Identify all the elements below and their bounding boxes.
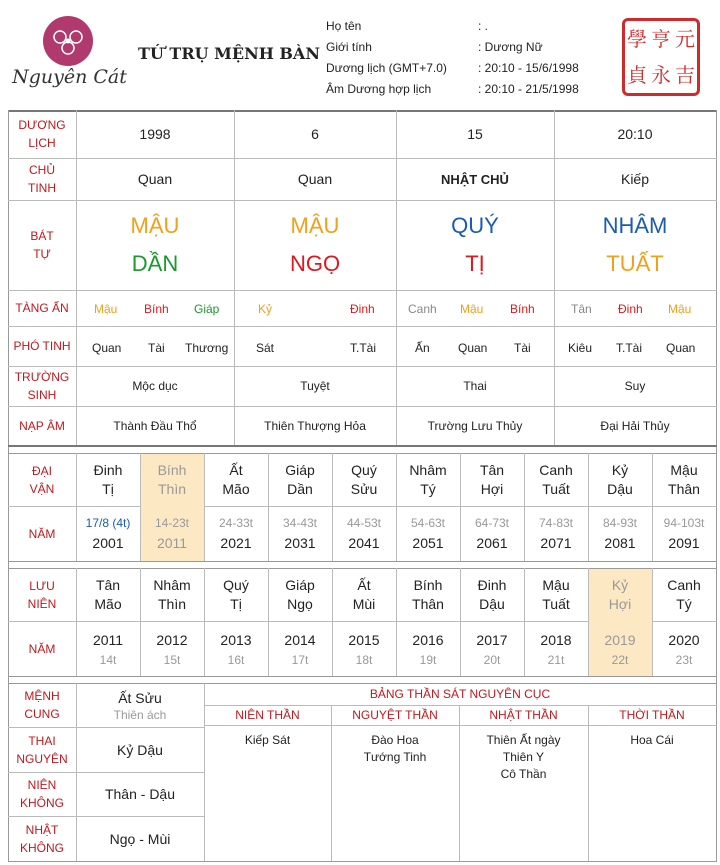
pillar-year: MẬU DẦN: [130, 213, 180, 276]
year-cell: 2019 22t: [604, 631, 636, 667]
label-pho-tinh: PHÓ TINH: [13, 339, 71, 353]
truong-sinh-year: Mộc dục: [132, 379, 178, 393]
sub-star: Quan: [458, 341, 488, 355]
can-chi: Quý Sửu: [350, 461, 378, 497]
head-nguyet-than: NGUYỆT THẦN: [352, 708, 438, 722]
hidden-stem: Mậu: [94, 302, 118, 316]
chu-tinh-hour: Kiếp: [620, 171, 650, 187]
can-chi: Đinh Dậu: [477, 576, 507, 612]
label-dai-van-nam: NĂM: [28, 526, 56, 541]
year-cell: 64-73t 2061: [474, 515, 510, 551]
brand-name: Nguyên Cát: [12, 66, 127, 88]
pillar-month: MẬU NGỌ: [289, 213, 341, 276]
chu-tinh-month: Quan: [297, 171, 333, 187]
label-dai-van: ĐẠI VẬN: [29, 463, 55, 496]
year-cell: 2020 23t: [668, 631, 700, 667]
sub-star: Quan: [92, 341, 122, 355]
year-cell: 2011 14t: [92, 631, 124, 667]
info-value: : 20:10 - 15/6/1998: [478, 61, 579, 75]
can-chi: Kỷ Hợi: [608, 576, 632, 612]
nhat-khong-value: Ngọ - Mùi: [109, 830, 171, 847]
hidden-stem: Mậu: [668, 302, 692, 316]
info-key: Dương lịch (GMT+7.0): [326, 61, 447, 75]
truong-sinh-month: Tuyệt: [300, 379, 330, 393]
info-key: Họ tên: [326, 19, 362, 33]
label-nhat-khong: NHẬT KHÔNG: [19, 822, 64, 855]
sub-star: Tài: [148, 341, 165, 355]
pillar-hour: NHÂM TUẤT: [602, 213, 668, 276]
label-chu-tinh: CHỦ TINH: [28, 163, 56, 195]
solar-year: 1998: [139, 126, 171, 142]
than-sat-title: BẢNG THẦN SÁT NGUYÊN CỤC: [369, 687, 551, 701]
thoi-than-list: Hoa Cái: [630, 733, 674, 747]
can-chi: Canh Tuất: [539, 461, 573, 497]
hidden-stem: Bính: [510, 302, 535, 316]
info-value: : Dương Nữ: [478, 40, 543, 54]
sub-star: Ấn: [415, 341, 430, 355]
can-chi: Mậu Thân: [668, 461, 700, 497]
can-chi: Đinh Tị: [93, 461, 123, 497]
label-bat-tu: BÁT TỰ: [30, 229, 54, 261]
truong-sinh-hour: Suy: [624, 379, 646, 393]
label-menh-cung: MỆNH CUNG: [24, 689, 60, 721]
hidden-stem: Kỷ: [258, 302, 273, 316]
year-cell: 2018 21t: [540, 631, 572, 667]
page-title: TỨ TRỤ MỆNH BÀN: [138, 44, 320, 63]
sub-star: Quan: [666, 341, 696, 355]
nap-am-hour: Đại Hải Thủy: [600, 418, 670, 433]
label-thai-nguyen: THAI NGUYÊN: [16, 733, 68, 766]
nguyen-cat-logo: [10, 10, 125, 95]
can-chi: Tân Hợi: [479, 461, 505, 497]
label-truong-sinh: TRƯỜNG SINH: [14, 370, 70, 402]
year-cell: 2016 19t: [412, 631, 444, 667]
hidden-stem: Đinh: [618, 302, 643, 316]
info-value: : .: [478, 19, 489, 33]
truong-sinh-day: Thai: [463, 379, 487, 393]
solar-day: 15: [467, 126, 483, 142]
solar-hour: 20:10: [617, 126, 653, 142]
head-nhat-than: NHẬT THẦN: [489, 708, 558, 722]
sub-star: Sát: [256, 341, 275, 355]
nguyet-than-list: Đào Hoa Tướng Tinh: [363, 733, 427, 764]
head-nien-than: NIÊN THẦN: [235, 708, 300, 722]
pillar-day: QUÝ TỊ: [451, 213, 499, 276]
nien-than-list: Kiếp Sát: [244, 733, 291, 747]
can-chi: Bính Thìn: [157, 461, 187, 497]
label-tang-an: TÀNG ẨN: [15, 301, 69, 315]
sub-star: T.Tài: [616, 341, 643, 355]
hidden-stem: Canh: [408, 302, 437, 316]
label-duong-lich: DƯƠNG LỊCH: [18, 118, 66, 150]
hidden-stem: Mậu: [460, 302, 484, 316]
can-chi: Tân Mão: [94, 576, 122, 612]
hidden-stem: Đinh: [350, 302, 375, 316]
sub-star: Tài: [514, 341, 531, 355]
info-key: Giới tính: [326, 40, 372, 54]
nap-am-year: Thành Đầu Thổ: [113, 418, 197, 433]
year-cell: 34-43t 2031: [282, 515, 318, 551]
year-cell: 84-93t 2081: [602, 515, 638, 551]
year-cell: 14-23t 2011: [154, 515, 190, 551]
can-chi: Bính Thân: [412, 576, 444, 612]
year-cell: 17/8 (4t) 2001: [85, 515, 131, 551]
can-chi: Nhâm Tý: [409, 461, 447, 497]
info-value: : 20:10 - 21/5/1998: [478, 82, 579, 96]
can-chi: Kỷ Dậu: [607, 461, 633, 497]
label-nien-khong: NIÊN KHÔNG: [19, 778, 64, 810]
hidden-stem: Giáp: [194, 302, 220, 316]
hidden-stem: Tân: [571, 302, 592, 316]
thai-nguyen-value: Kỷ Dậu: [117, 741, 163, 758]
can-chi: Quý Tị: [223, 576, 249, 612]
can-chi: Mậu Tuất: [542, 576, 570, 612]
year-cell: 2014 17t: [284, 631, 316, 667]
label-luu-nien-nam: NĂM: [28, 641, 56, 656]
year-cell: 54-63t 2051: [410, 515, 446, 551]
nhat-than-list: Thiên Ất ngày Thiên Y Cô Thần: [486, 733, 561, 781]
can-chi: Ất Mùi: [352, 576, 376, 612]
nien-khong-value: Thân - Dậu: [104, 786, 176, 802]
seal-stamp: 學 亨 元 貞 永 吉: [622, 18, 700, 96]
info-key: Âm Dương hợp lịch: [326, 82, 432, 96]
chu-tinh-day: NHẬT CHỦ: [441, 171, 509, 187]
year-cell: 2012 15t: [156, 631, 188, 667]
year-cell: 2015 18t: [348, 631, 380, 667]
label-luu-nien: LƯU NIÊN: [27, 578, 57, 611]
menh-cung-value: Ất Sửu Thiên ách: [113, 690, 167, 722]
head-thoi-than: THỜI THẦN: [619, 708, 685, 722]
year-cell: 2013 16t: [220, 631, 252, 667]
can-chi: Nhâm Thìn: [153, 576, 191, 612]
sub-star: Kiêu: [568, 341, 593, 355]
chu-tinh-year: Quan: [137, 171, 173, 187]
can-chi: Giáp Dần: [285, 461, 315, 497]
nap-am-month: Thiên Thượng Hỏa: [264, 418, 366, 433]
year-cell: 2017 20t: [476, 631, 508, 667]
can-chi: Canh Tý: [667, 576, 701, 612]
nap-am-day: Trường Lưu Thủy: [427, 418, 523, 433]
can-chi: Ất Mão: [222, 461, 250, 497]
label-nap-am: NẠP ÂM: [19, 418, 65, 433]
year-cell: 94-103t 2091: [663, 515, 705, 551]
hidden-stem: Bính: [144, 302, 169, 316]
sub-star: T.Tài: [350, 341, 377, 355]
year-cell: 24-33t 2021: [218, 515, 254, 551]
year-cell: 44-53t 2041: [346, 515, 382, 551]
sub-star: Thương: [185, 341, 229, 355]
can-chi: Giáp Ngọ: [285, 576, 315, 612]
year-cell: 74-83t 2071: [538, 515, 574, 551]
solar-month: 6: [311, 126, 319, 142]
